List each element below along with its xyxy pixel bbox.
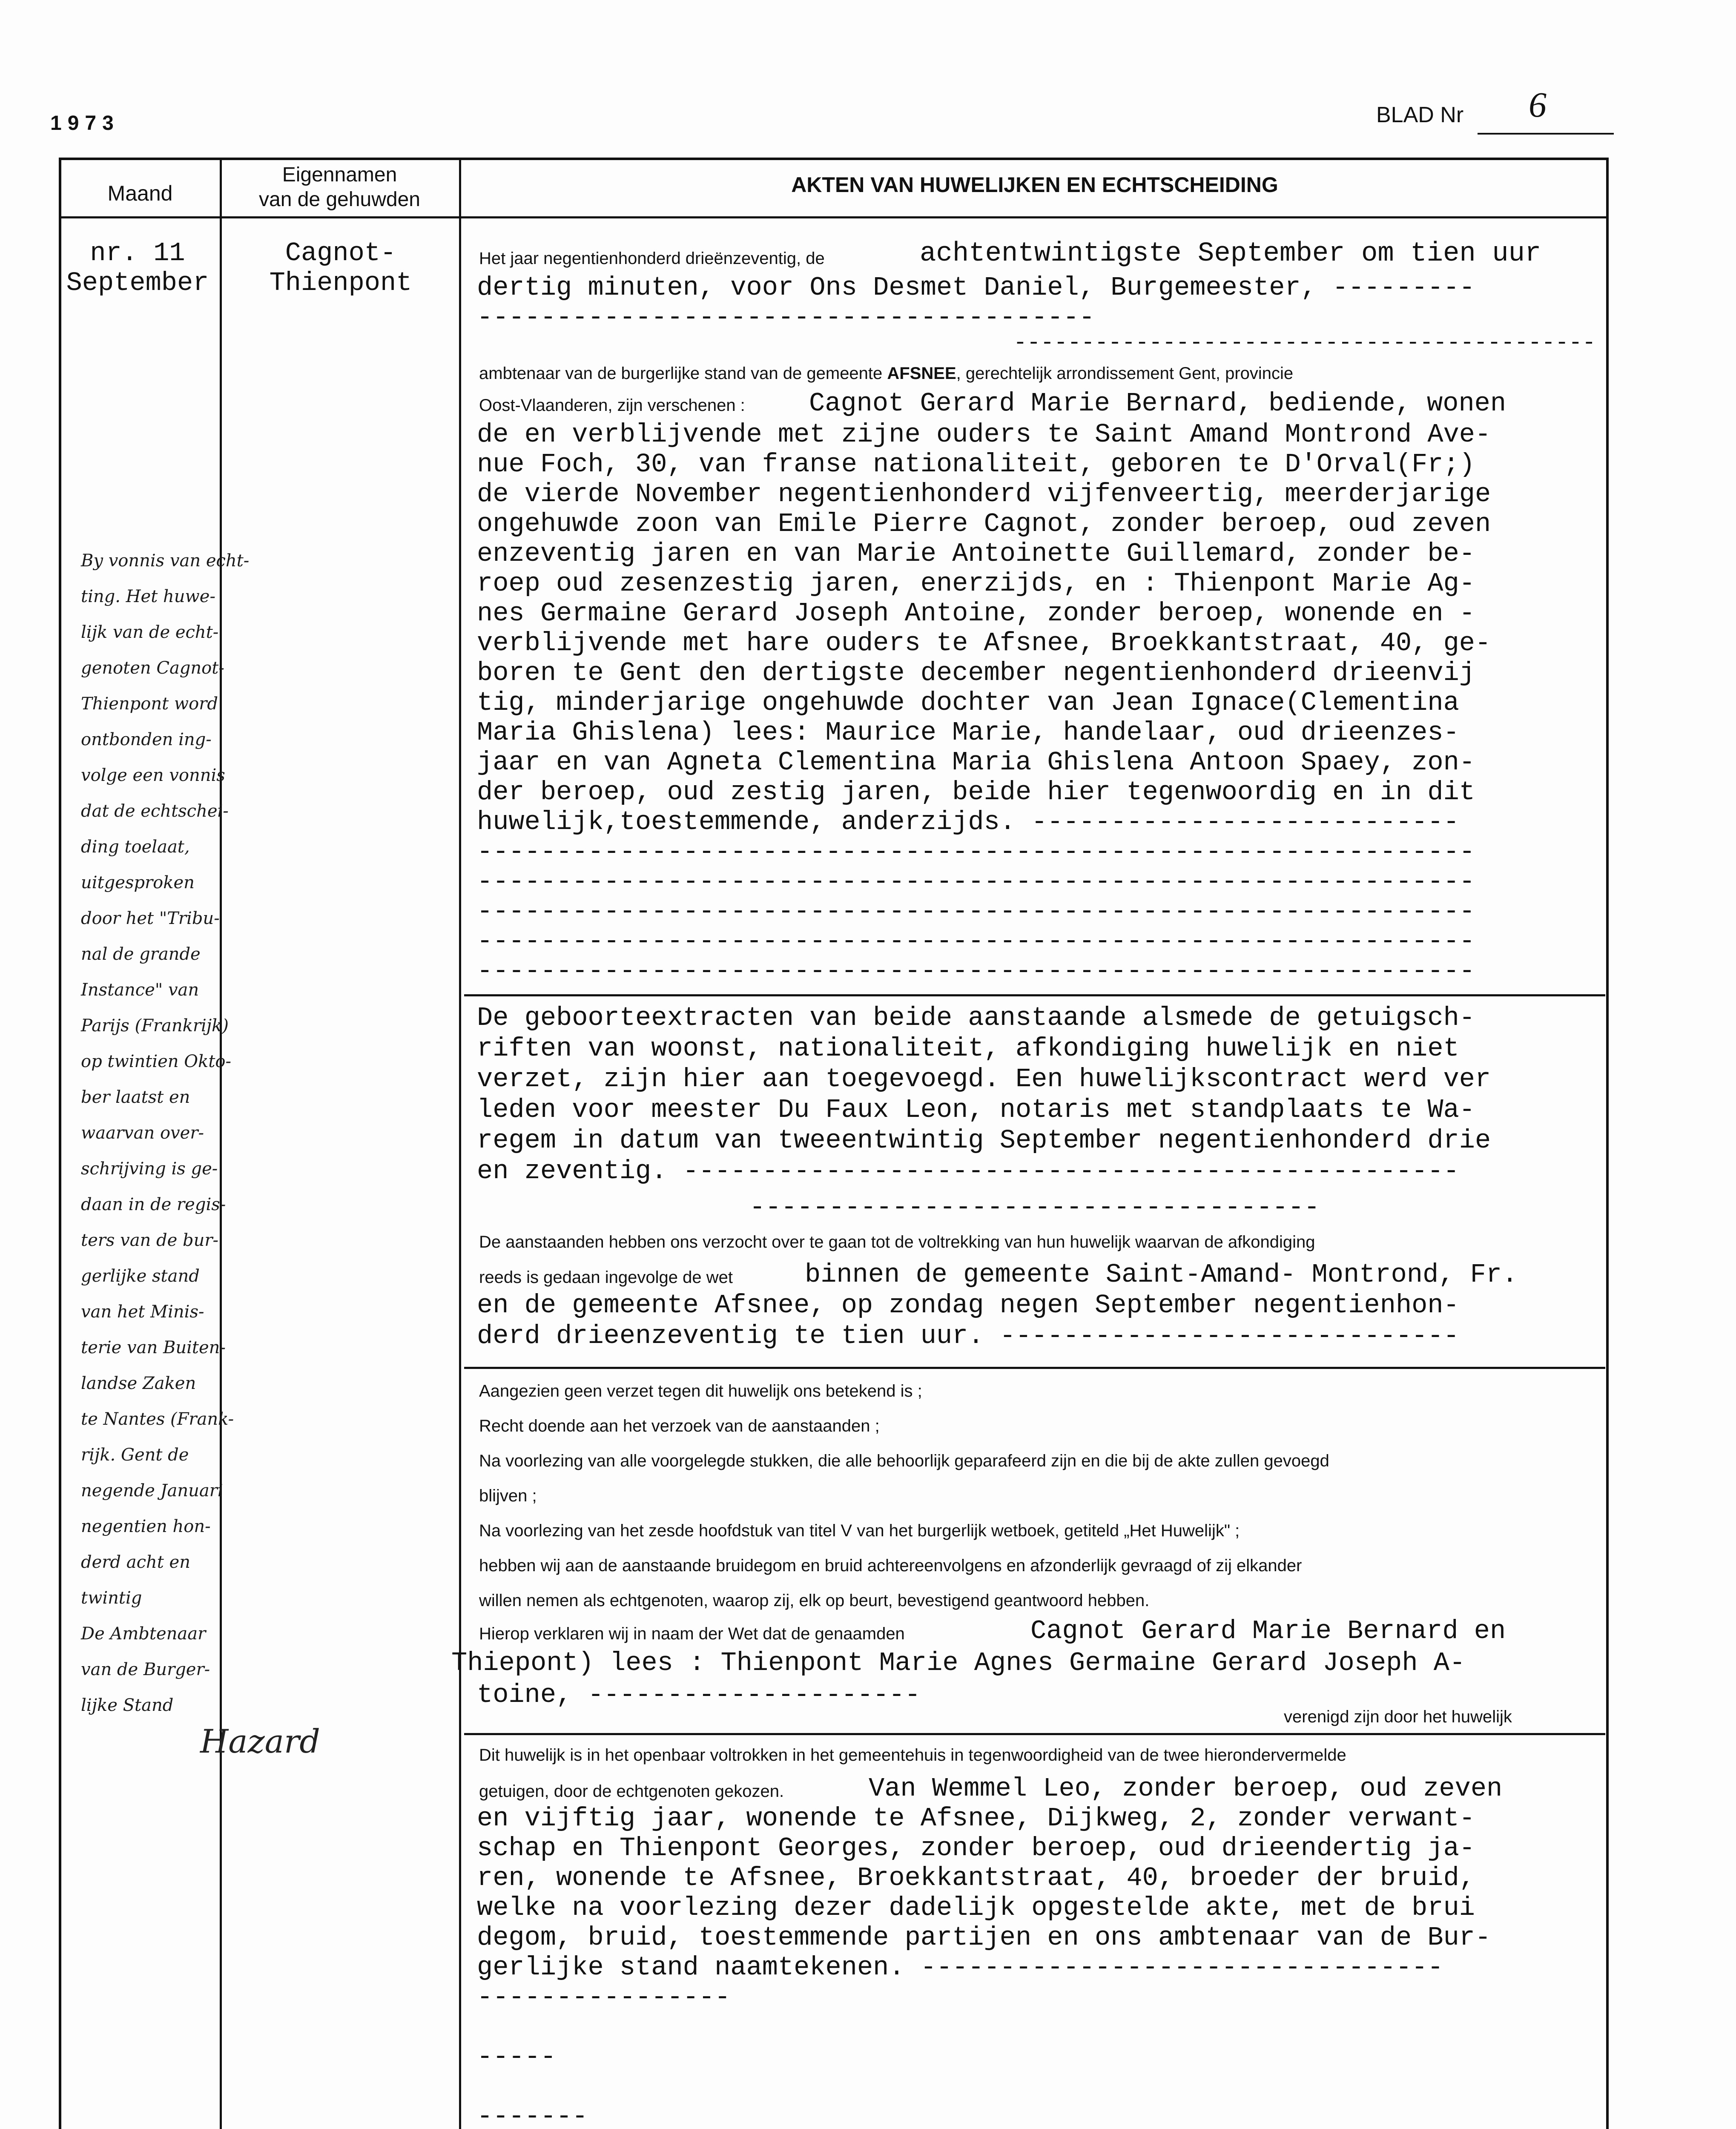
act-printed-intro: Het jaar negentienhonderd drieënzeventig, de — [479, 249, 825, 268]
act-typed-line: en vijftig jaar, wonende te Afsnee, Dijkweg, 2, zonder verwant- — [477, 1803, 1475, 1833]
act-printed-line: hebben wij aan de aanstaande bruidegom en bruid achtereenvolgens en afzonderlijk gevraagd of zij elkander — [479, 1556, 1302, 1575]
act-printed-line: Na voorlezing van alle voorgelegde stukken, die alle behoorlijk geparafeerd zijn en die bij de akte zullen gevoegd — [479, 1452, 1329, 1470]
column-header-eigennamen-line2: van de gehuwden — [259, 188, 420, 211]
act-typed-line: ongehuwde zoon van Emile Pierre Cagnot, zonder beroep, oud zeven — [477, 509, 1491, 539]
margin-note-line: door het "Tribu- — [81, 909, 220, 928]
margin-note-line: negentien hon- — [81, 1517, 211, 1536]
act-typed-line: schap en Thienpont Georges, zonder beroep, oud drieendertig ja- — [477, 1833, 1475, 1863]
act-typed-line: roep oud zesenzestig jaren, enerzijds, en : Thienpont Marie Ag- — [477, 568, 1475, 599]
entry-name-line2: Thienpont — [269, 268, 412, 298]
margin-signature: Hazard — [200, 1722, 320, 1760]
act-typed-line: --------------------------------------------------------------- — [477, 837, 1475, 867]
act-printed-line: Aangezien geen verzet tegen dit huwelijk ons betekend is ; — [479, 1382, 922, 1400]
margin-note-line: derd acht en — [81, 1552, 190, 1572]
act-printed-witnesses: getuigen, door de echtgenoten gekozen. — [479, 1782, 784, 1801]
act-typed-officer: dertig minuten, voor Ons Desmet Daniel, Burgemeester, --------- — [477, 273, 1475, 303]
act-typed-dash-2: ------------------------------------------- — [1013, 330, 1596, 356]
margin-note-line: ters van de bur- — [81, 1231, 219, 1250]
act-typed-line: enzeventig jaren en van Marie Antoinette Guillemard, zonder be- — [477, 539, 1475, 569]
act-typed-line: ren, wonende te Afsnee, Broekkantstraat, 40, broeder der bruid, — [477, 1863, 1475, 1893]
act-typed-line: degom, bruid, toestemmende partijen en ons ambtenaar van de Bur- — [477, 1922, 1491, 1953]
entry-name-line1: Cagnot- — [285, 238, 396, 268]
act-printed-line: Na voorlezing van het zesde hoofdstuk van titel V van het burgerlijk wetboek, getiteld „Het Huwelijk" ; — [479, 1521, 1240, 1540]
act-typed-line: --------------------------------------------------------------- — [477, 896, 1475, 927]
act-typed-line: ----- — [477, 2042, 557, 2072]
margin-note-line: landse Zaken — [81, 1374, 196, 1393]
margin-note-line: Parijs (Frankrijk) — [81, 1016, 229, 1036]
act-typed-line: der beroep, oud zestig jaren, beide hier tegenwoordig en in dit — [477, 777, 1475, 807]
act-printed-appeared: Oost-Vlaanderen, zijn verschenen : — [479, 396, 745, 415]
act-printed-declaration: Hierop verklaren wij in naam der Wet dat de genaamden — [479, 1624, 905, 1643]
act-printed-line: willen nemen als echtgenoten, waarop zij, elk op beurt, bevestigend geantwoord hebben. — [479, 1591, 1150, 1610]
margin-note-line: De Ambtenaar — [81, 1624, 206, 1644]
margin-note-line: ontbonden ing- — [81, 730, 212, 749]
act-typed-line: verzet, zijn hier aan toegevoegd. Een huwelijkscontract werd ver — [477, 1064, 1491, 1094]
act-typed-line: tig, minderjarige ongehuwde dochter van Jean Ignace(Clementina — [477, 688, 1459, 718]
act-typed-line: --------------------------------------------------------------- — [477, 926, 1475, 956]
act-typed-line: huwelijk,toestemmende, anderzijds. --------------------------- — [477, 807, 1459, 837]
act-printed-public: Dit huwelijk is in het openbaar voltrokken in het gemeentehuis in tegenwoordigheid van de twee hierondervermelde — [479, 1746, 1346, 1765]
act-typed-line: de vierde November negentienhonderd vijfenveertig, meerderjarige — [477, 479, 1491, 509]
act-typed-witness-1: Van Wemmel Leo, zonder beroep, oud zeven — [869, 1773, 1503, 1804]
act-typed-groom: Cagnot Gerard Marie Bernard, bediende, wonen — [809, 388, 1506, 419]
act-printed-law: reeds is gedaan ingevolge de wet — [479, 1268, 733, 1287]
act-typed-line: riften van woonst, nationaliteit, afkondiging huwelijk en niet — [477, 1033, 1459, 1064]
act-printed-request: De aanstaanden hebben ons verzocht over te gaan tot de voltrekking van hun huwelijk waarvan de afkondiging — [479, 1233, 1315, 1251]
margin-note-line: terie van Buiten- — [81, 1338, 226, 1357]
entry-names-cell — [230, 238, 451, 298]
margin-note-line: daan in de regis- — [81, 1195, 226, 1214]
act-typed-line: --------------------------------------------------------------- — [477, 956, 1475, 986]
margin-note-line: uitgesproken — [81, 873, 195, 892]
margin-note-line: Thienpont word — [81, 694, 218, 714]
act-typed-bride-name-end: toine, --------------------- — [477, 1680, 921, 1710]
act-typed-dash-1: --------------------------------------- — [477, 302, 1095, 333]
margin-note-line: Instance" van — [81, 980, 199, 1000]
margin-note-line: waarvan over- — [81, 1123, 204, 1143]
margin-note-line: genoten Cagnot- — [81, 658, 224, 678]
act-typed-line: boren te Gent den dertigste december negentienhonderd drieenvij — [477, 658, 1475, 688]
margin-note-line: op twintien Okto- — [81, 1052, 231, 1071]
act-typed-line: nue Foch, 30, van franse nationaliteit, geboren te D'Orval(Fr;) — [477, 449, 1475, 479]
act-typed-banns: binnen de gemeente Saint-Amand- Montrond, Fr. — [805, 1260, 1518, 1290]
act-printed-line: blijven ; — [479, 1486, 537, 1505]
margin-note-line: schrijving is ge- — [81, 1159, 218, 1179]
blad-underline — [1478, 133, 1614, 135]
act-typed-line: Maria Ghislena) lees: Maurice Marie, handelaar, oud drieenzes- — [477, 717, 1459, 748]
margin-note-line: rijk. Gent de — [81, 1445, 189, 1465]
act-typed-line: De geboorteextracten van beide aanstaande alsmede de getuigsch- — [477, 1003, 1475, 1033]
act-separator-3 — [464, 1733, 1605, 1735]
margin-note-line: By vonnis van echt- — [81, 551, 250, 571]
entry-date-cell — [55, 238, 221, 298]
blad-number: 6 — [1529, 85, 1547, 125]
act-typed-line: de en verblijvende met zijne ouders te Saint Amand Montrond Ave- — [477, 419, 1491, 450]
act-typed-date: achtentwintigste September om tien uur — [920, 238, 1541, 269]
margin-handwritten-note — [81, 543, 464, 1723]
act-typed-dash-3: ------------------------------------ — [749, 1192, 1320, 1222]
column-header-eigennamen — [221, 163, 458, 212]
margin-note-line: ding toelaat, — [81, 837, 190, 857]
act-typed-bride-name: Thiepont) lees : Thienpont Marie Agnes Germaine Gerard Joseph A- — [451, 1648, 1466, 1678]
act-typed-declaration-names: Cagnot Gerard Marie Bernard en — [1030, 1616, 1506, 1646]
margin-note-line: negende Januari — [81, 1481, 223, 1501]
act-separator-2 — [464, 1367, 1605, 1369]
act-typed-line: --------------------------------------------------------------- — [477, 867, 1475, 897]
act-printed-united: verenigd zijn door het huwelijk — [1284, 1707, 1512, 1726]
act-printed-line: Recht doende aan het verzoek van de aanstaanden ; — [479, 1417, 880, 1435]
register-year: 1973 — [50, 112, 120, 135]
act-typed-line: derd drieenzeventig te tien uur. ----------------------------- — [477, 1321, 1459, 1351]
act-typed-line: en zeventig. ------------------------------------------------- — [477, 1156, 1459, 1186]
margin-note-line: twintig — [81, 1588, 142, 1608]
entry-number: nr. 11 — [90, 238, 185, 268]
header-row-divider — [59, 216, 1609, 218]
act-printed-municipality-a: ambtenaar van de burgerlijke stand van de gemeente — [479, 364, 883, 383]
act-typed-line: jaar en van Agneta Clementina Maria Ghislena Antoon Spaey, zon- — [477, 747, 1475, 778]
act-printed-municipality — [479, 364, 1293, 383]
margin-note-line: gerlijke stand — [81, 1266, 200, 1286]
act-typed-line: regem in datum van tweeentwintig September negentienhonderd drie — [477, 1125, 1491, 1156]
act-typed-line: ---------------- — [477, 1982, 731, 2012]
act-typed-line: ------- — [477, 2101, 588, 2129]
act-typed-line: gerlijke stand naamtekenen. --------------------------------- — [477, 1952, 1443, 1983]
act-separator-1 — [464, 994, 1605, 996]
margin-note-line: lijke Stand — [81, 1696, 174, 1715]
margin-note-line: volge een vonnis — [81, 766, 225, 785]
margin-note-line: dat de echtschei- — [81, 801, 229, 821]
column-header-maand: Maand — [107, 181, 173, 205]
act-printed-municipality-c: , gerechtelijk arrondissement Gent, provincie — [956, 364, 1294, 383]
margin-note-line: van het Minis- — [81, 1302, 204, 1322]
entry-month: September — [66, 268, 209, 298]
column-header-eigennamen-line1: Eigennamen — [282, 164, 397, 186]
act-typed-line: en de gemeente Afsnee, op zondag negen September negentienhon- — [477, 1290, 1459, 1320]
act-typed-line: welke na voorlezing dezer dadelijk opgestelde akte, met de brui — [477, 1893, 1475, 1923]
column-header-akten: AKTEN VAN HUWELIJKEN EN ECHTSCHEIDING — [791, 173, 1278, 197]
margin-note-line: te Nantes (Frank- — [81, 1409, 234, 1429]
act-typed-line: leden voor meester Du Faux Leon, notaris met standplaats te Wa- — [477, 1095, 1475, 1125]
margin-note-line: lijk van de echt- — [81, 623, 219, 642]
act-typed-line: nes Germaine Gerard Joseph Antoine, zonder beroep, wonende en - — [477, 598, 1475, 628]
margin-note-line: ting. Het huwe- — [81, 587, 215, 606]
margin-note-line: van de Burger- — [81, 1660, 210, 1679]
blad-label: BLAD Nr — [1376, 103, 1464, 127]
margin-note-line: nal de grande — [81, 944, 201, 964]
act-typed-line: verblijvende met hare ouders te Afsnee, Broekkantstraat, 40, ge- — [477, 628, 1491, 658]
act-printed-municipality-b: AFSNEE — [887, 364, 956, 383]
margin-note-line: ber laatst en — [81, 1087, 190, 1107]
